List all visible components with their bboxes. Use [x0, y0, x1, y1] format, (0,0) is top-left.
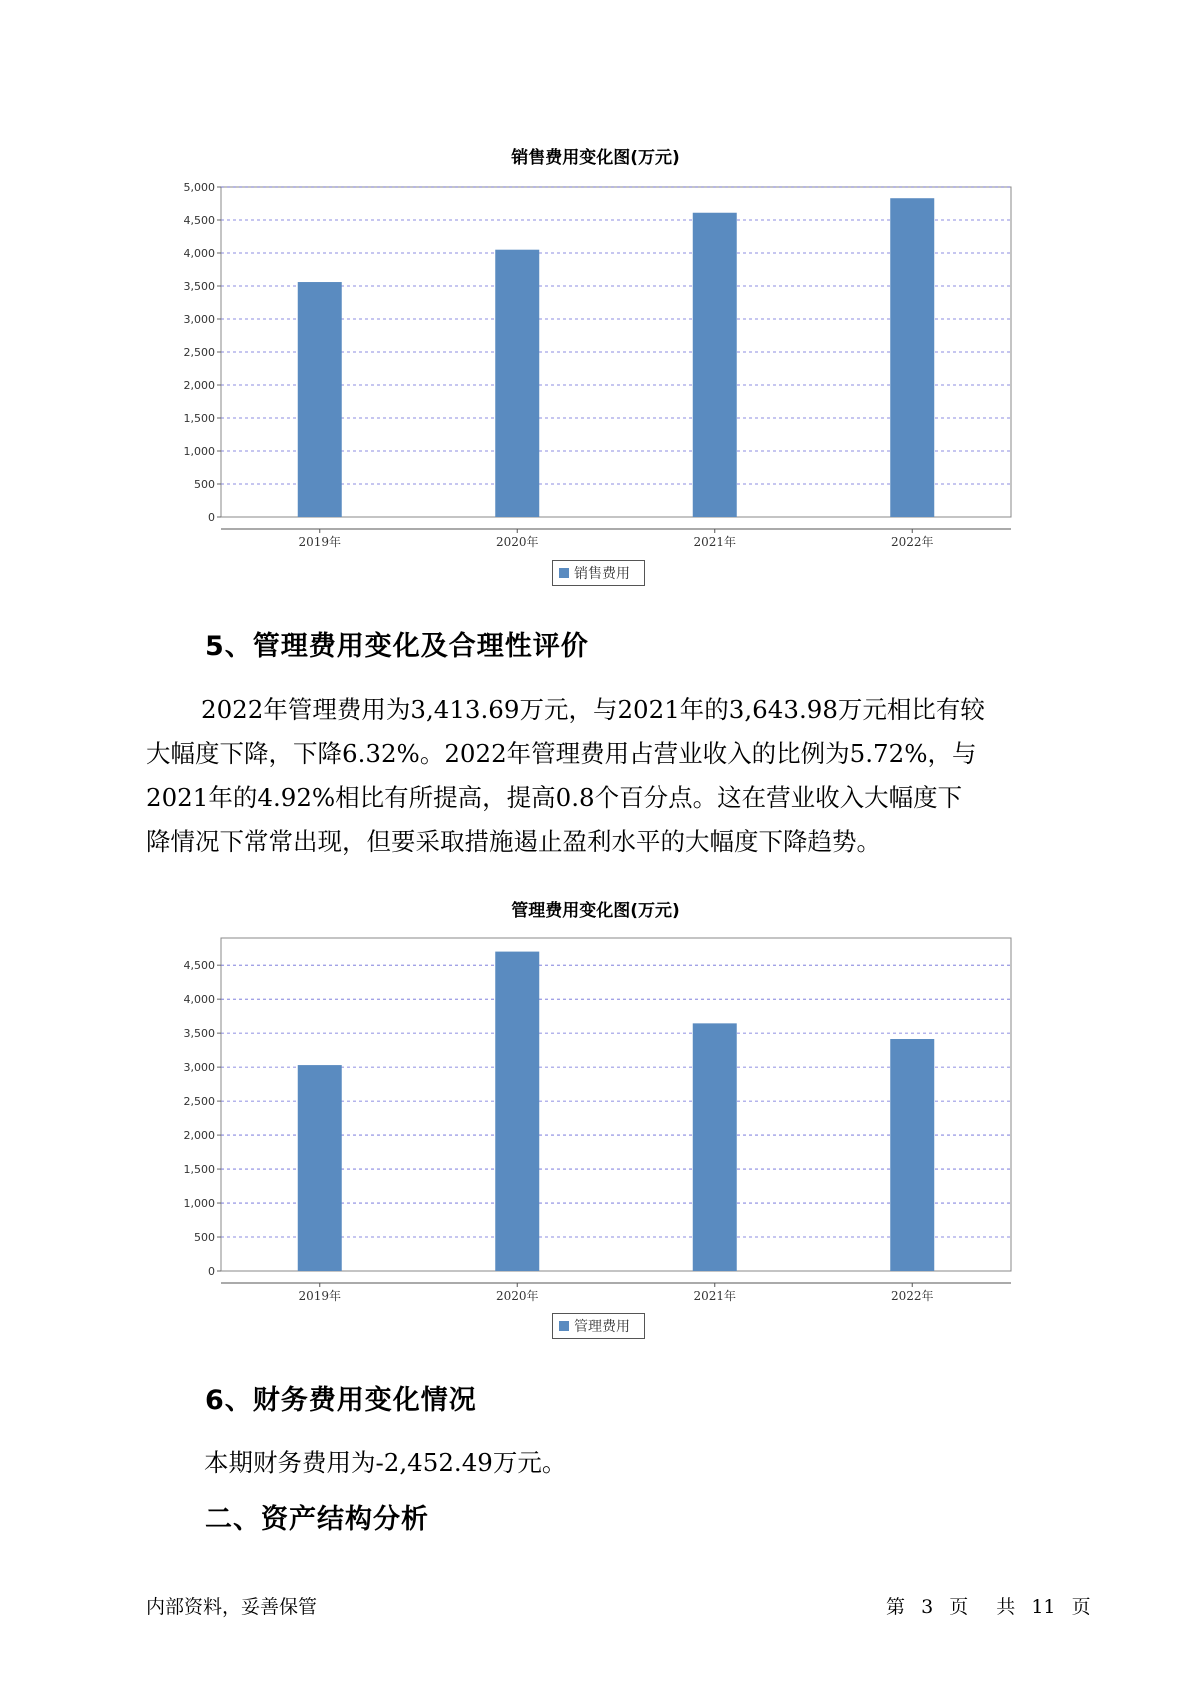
- y-tick-label: 500: [194, 478, 215, 491]
- y-tick-label: 4,500: [183, 214, 215, 227]
- x-tick-label: 2021年: [693, 1289, 737, 1303]
- section-two-heading: 二、资产结构分析: [205, 1504, 429, 1535]
- bar: [693, 213, 737, 517]
- x-tick-label: 2021年: [693, 535, 737, 549]
- y-tick-label: 2,000: [183, 1129, 215, 1143]
- y-tick-label: 2,500: [183, 346, 215, 359]
- total-prefix: 共: [996, 1596, 1016, 1618]
- page-number: 3: [921, 1596, 934, 1618]
- y-tick-label: 500: [194, 1231, 215, 1245]
- bar: [298, 1065, 342, 1271]
- x-tick-label: 2020年: [495, 535, 539, 549]
- chart2-legend-label: 管理费用: [574, 1319, 630, 1335]
- paragraph-line: 2021年的4.92%相比有所提高，提高0.8个百分点。这在营业收入大幅度下: [146, 783, 963, 812]
- chart1-title: 销售费用变化图(万元): [511, 148, 680, 168]
- bar: [890, 198, 934, 517]
- chart1-legend-label: 销售费用: [574, 566, 630, 582]
- bar: [495, 952, 539, 1271]
- y-tick-label: 1,500: [183, 412, 215, 425]
- chart2-legend: [552, 1313, 645, 1339]
- chart2-title: 管理费用变化图(万元): [511, 901, 680, 921]
- y-tick-label: 3,000: [183, 313, 215, 326]
- y-tick-label: 1,000: [183, 1197, 215, 1211]
- bar: [890, 1039, 934, 1271]
- page-unit: 页: [949, 1596, 969, 1618]
- x-tick-label: 2019年: [298, 535, 342, 549]
- footer-left: 内部资料，妥善保管: [146, 1596, 318, 1618]
- y-tick-label: 0: [208, 1265, 215, 1278]
- footer-page-info: [886, 1592, 1091, 1619]
- chart1-legend: [552, 560, 645, 586]
- paragraph-line: 降情况下常常出现，但要采取措施遏止盈利水平的大幅度下降趋势。: [146, 827, 881, 856]
- x-tick-label: 2022年: [890, 535, 934, 549]
- section5-heading: 5、管理费用变化及合理性评价: [205, 631, 589, 662]
- x-tick-label: 2019年: [298, 1289, 342, 1303]
- y-tick-label: 3,000: [183, 1061, 215, 1075]
- y-tick-label: 4,000: [183, 247, 215, 260]
- y-tick-label: 5,000: [183, 181, 215, 194]
- y-tick-label: 3,500: [183, 1027, 215, 1041]
- y-tick-label: 0: [208, 511, 215, 524]
- chart1-svg: [0, 165, 1191, 585]
- paragraph-line: 大幅度下降，下降6.32%。2022年管理费用占营业收入的比例为5.72%，与: [146, 739, 977, 768]
- paragraph-line: 本期财务费用为-2,452.49万元。: [204, 1448, 567, 1477]
- y-tick-label: 2,500: [183, 1095, 215, 1109]
- bar: [693, 1023, 737, 1271]
- bar: [298, 282, 342, 517]
- section6-paragraph: [204, 1441, 1108, 1485]
- legend-swatch: [559, 1321, 569, 1331]
- paragraph-line: 2022年管理费用为3,413.69万元，与2021年的3,643.98万元相比有较: [201, 695, 985, 724]
- section5-paragraph: [146, 688, 1050, 864]
- total-unit: 页: [1071, 1596, 1091, 1618]
- bar: [495, 250, 539, 517]
- x-tick-label: 2020年: [495, 1289, 539, 1303]
- x-tick-label: 2022年: [890, 1289, 934, 1303]
- y-tick-label: 3,500: [183, 280, 215, 293]
- y-tick-label: 2,000: [183, 379, 215, 392]
- chart2-svg: [0, 920, 1191, 1320]
- y-tick-label: 1,000: [183, 445, 215, 458]
- y-tick-label: 1,500: [183, 1163, 215, 1177]
- total-number: 11: [1031, 1596, 1056, 1618]
- legend-swatch: [559, 568, 569, 578]
- page-prefix: 第: [886, 1596, 906, 1618]
- y-tick-label: 4,500: [183, 959, 215, 973]
- section6-heading: 6、财务费用变化情况: [205, 1385, 477, 1416]
- y-tick-label: 4,000: [183, 993, 215, 1007]
